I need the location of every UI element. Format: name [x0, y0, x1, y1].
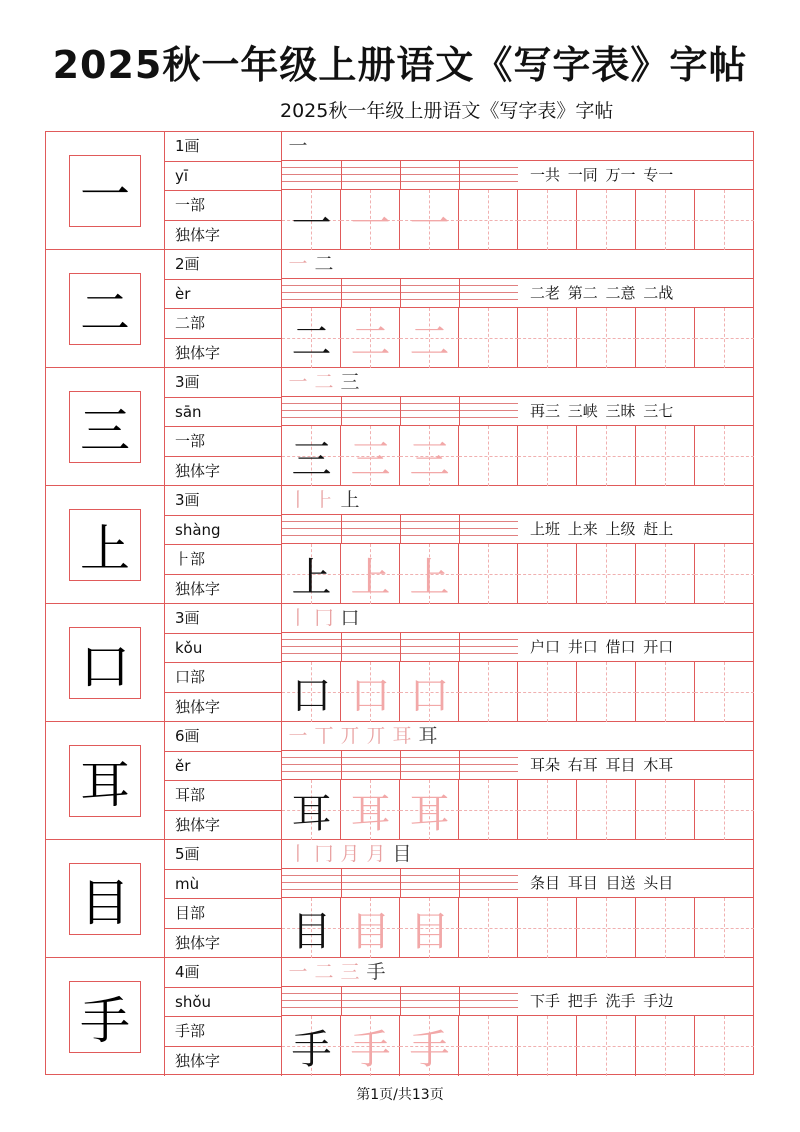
info-column: [165, 840, 282, 958]
cell-divider: [400, 869, 401, 898]
stroke-step: ⺊: [314, 489, 334, 511]
grid-guide-h: [695, 928, 754, 929]
grid-guide-h: [636, 220, 695, 221]
grid-guide-h: [636, 692, 695, 693]
grid-guide-h: [636, 338, 695, 339]
model-character: 口: [291, 672, 332, 719]
cell-divider: [459, 633, 460, 662]
stroke-step: 一: [288, 961, 308, 983]
stroke-count: 4画: [165, 958, 282, 988]
character-column: [46, 604, 165, 722]
stroke-step: 一: [288, 371, 308, 393]
stroke-count: 3画: [165, 486, 282, 516]
writing-cell[interactable]: [695, 190, 753, 250]
cell-divider: [400, 987, 401, 1016]
writing-cell[interactable]: [400, 662, 459, 722]
grid-guide-h: [695, 810, 754, 811]
cell-divider: [459, 279, 460, 308]
info-column: [165, 604, 282, 722]
cell-divider: [400, 633, 401, 662]
trace-character: 手: [350, 1026, 391, 1073]
cell-divider: [341, 161, 342, 190]
grid-guide-h: [577, 928, 636, 929]
character-column: [46, 368, 165, 486]
pinyin: shàng: [165, 516, 282, 546]
practice-area: [282, 486, 753, 604]
example-words: 一共 一同 万一 专一: [518, 161, 753, 190]
writing-cell[interactable]: [341, 190, 400, 250]
info-column: [165, 132, 282, 250]
example-words: 耳朵 右耳 耳目 木耳: [518, 751, 753, 780]
cell-divider: [459, 987, 460, 1016]
practice-area: [282, 368, 753, 486]
radical: 一部: [165, 191, 282, 221]
writing-cell[interactable]: [636, 190, 695, 250]
writing-cell[interactable]: [282, 426, 341, 486]
cell-divider: [400, 161, 401, 190]
page-title: 2025秋一年级上册语文《写字表》字帖: [52, 43, 748, 87]
page-footer: 第1页/共13页: [356, 1087, 444, 1103]
stroke-step: 冂: [314, 607, 334, 629]
writing-cell[interactable]: [400, 544, 459, 604]
info-column: [165, 486, 282, 604]
stroke-step: 三: [340, 371, 360, 393]
pinyin: sān: [165, 398, 282, 428]
cell-divider: [459, 397, 460, 426]
grid-guide-h: [518, 810, 577, 811]
writing-cell[interactable]: [282, 662, 341, 722]
grid-guide-h: [459, 928, 518, 929]
character-block: [46, 250, 753, 368]
grid-guide-h: [518, 338, 577, 339]
writing-cell[interactable]: [400, 1016, 459, 1076]
character-block: [46, 368, 753, 486]
trace-character: 目: [409, 908, 450, 955]
main-character: 耳: [69, 745, 141, 817]
pinyin: yī: [165, 162, 282, 192]
writing-cell[interactable]: [282, 780, 341, 840]
main-character: 二: [69, 273, 141, 345]
example-words: 二老 第二 二意 二战: [518, 279, 753, 308]
radical: 手部: [165, 1017, 282, 1047]
grid-guide-h: [695, 1046, 754, 1047]
grid-guide-h: [577, 456, 636, 457]
writing-cell[interactable]: [400, 898, 459, 958]
info-column: [165, 250, 282, 368]
grid-guide-h: [695, 220, 754, 221]
cell-divider: [341, 515, 342, 544]
cell-divider: [341, 869, 342, 898]
grid-guide-h: [577, 692, 636, 693]
stroke-step: 口: [340, 607, 360, 629]
writing-cell[interactable]: [636, 544, 695, 604]
stroke-step: 丌: [340, 725, 360, 747]
stroke-step: 丨: [288, 607, 308, 629]
trace-character: 口: [350, 672, 391, 719]
trace-character: 二: [350, 318, 391, 365]
writing-cell[interactable]: [577, 1016, 636, 1076]
trace-character: 二: [409, 318, 450, 365]
stroke-step: 手: [366, 961, 386, 983]
grid-guide-h: [459, 338, 518, 339]
grid-guide-h: [695, 338, 754, 339]
cell-divider: [459, 751, 460, 780]
writing-cell[interactable]: [577, 190, 636, 250]
writing-cell[interactable]: [518, 308, 577, 368]
stroke-count: 3画: [165, 368, 282, 398]
writing-cell[interactable]: [459, 662, 518, 722]
grid-guide-h: [518, 220, 577, 221]
info-column: [165, 958, 282, 1076]
pinyin: ěr: [165, 752, 282, 782]
writing-cell[interactable]: [636, 1016, 695, 1076]
example-words: 上班 上来 上级 赶上: [518, 515, 753, 544]
character-block: [46, 722, 753, 840]
structure: 独体字: [175, 815, 221, 834]
trace-character: 耳: [350, 790, 391, 837]
cell-divider: [459, 869, 460, 898]
stroke-order-row: [282, 132, 753, 161]
stroke-order-row: [282, 958, 753, 987]
structure: 独体字: [175, 697, 221, 716]
cell-divider: [341, 633, 342, 662]
info-column: [165, 368, 282, 486]
writing-cell[interactable]: [341, 426, 400, 486]
trace-character: 一: [350, 200, 391, 247]
main-character: 口: [69, 627, 141, 699]
stroke-count: 5画: [165, 840, 282, 870]
trace-character: 口: [409, 672, 450, 719]
writing-cell[interactable]: [518, 662, 577, 722]
character-block: [46, 486, 753, 604]
example-words: 下手 把手 洗手 手边: [518, 987, 753, 1016]
practice-area: [282, 250, 753, 368]
practice-area: [282, 722, 753, 840]
trace-character: 上: [350, 554, 391, 601]
grid-guide-h: [459, 692, 518, 693]
model-character: 耳: [291, 790, 332, 837]
trace-character: 三: [350, 436, 391, 483]
stroke-step: 冂: [314, 843, 334, 865]
stroke-count: 1画: [165, 132, 282, 162]
writing-cell[interactable]: [695, 898, 753, 958]
main-character: 上: [69, 509, 141, 581]
stroke-step: 月: [340, 843, 360, 865]
trace-character: 一: [409, 200, 450, 247]
grid-guide-h: [459, 456, 518, 457]
writing-cell[interactable]: [577, 780, 636, 840]
practice-area: [282, 840, 753, 958]
writing-cell[interactable]: [282, 190, 341, 250]
writing-cell[interactable]: [400, 190, 459, 250]
writing-cell[interactable]: [577, 308, 636, 368]
writing-cell[interactable]: [459, 1016, 518, 1076]
stroke-step: 耳: [418, 725, 438, 747]
writing-cell[interactable]: [341, 898, 400, 958]
stroke-order-row: [282, 486, 753, 515]
grid-guide-h: [577, 810, 636, 811]
cell-divider: [459, 161, 460, 190]
writing-cell[interactable]: [459, 308, 518, 368]
writing-cell[interactable]: [282, 898, 341, 958]
character-block: [46, 604, 753, 722]
model-character: 上: [291, 554, 332, 601]
writing-cell[interactable]: [459, 426, 518, 486]
radical: 二部: [165, 309, 282, 339]
writing-cell[interactable]: [577, 662, 636, 722]
radical: 口部: [165, 663, 282, 693]
writing-cell[interactable]: [695, 1016, 753, 1076]
writing-cell[interactable]: [341, 662, 400, 722]
radical: 一部: [165, 427, 282, 457]
example-words: 条目 耳目 目送 头目: [518, 869, 753, 898]
grid-guide-h: [636, 810, 695, 811]
trace-character: 手: [409, 1026, 450, 1073]
writing-cell[interactable]: [695, 426, 753, 486]
character-block: [46, 958, 753, 1076]
page-subtitle: 2025秋一年级上册语文《写字表》字帖: [280, 100, 614, 122]
trace-character: 三: [409, 436, 450, 483]
writing-cell[interactable]: [636, 662, 695, 722]
stroke-step: 目: [392, 843, 412, 865]
structure: 独体字: [175, 933, 221, 952]
writing-cell[interactable]: [341, 544, 400, 604]
character-column: [46, 132, 165, 250]
character-column: [46, 958, 165, 1076]
model-character: 二: [291, 318, 332, 365]
grid-guide-h: [518, 1046, 577, 1047]
writing-cell[interactable]: [400, 308, 459, 368]
stroke-step: 一: [288, 135, 308, 157]
stroke-order-row: [282, 250, 753, 279]
radical: 耳部: [165, 781, 282, 811]
writing-cell[interactable]: [341, 308, 400, 368]
stroke-order-row: [282, 840, 753, 869]
stroke-step: 上: [340, 489, 360, 511]
character-column: [46, 722, 165, 840]
radical: 目部: [165, 899, 282, 929]
stroke-step: 丌: [366, 725, 386, 747]
info-column: [165, 722, 282, 840]
trace-character: 目: [350, 908, 391, 955]
writing-cell[interactable]: [577, 426, 636, 486]
writing-cell[interactable]: [636, 898, 695, 958]
model-character: 一: [291, 200, 332, 247]
writing-cell[interactable]: [518, 780, 577, 840]
stroke-step: 月: [366, 843, 386, 865]
writing-cell[interactable]: [459, 190, 518, 250]
stroke-step: 二: [314, 961, 334, 983]
main-character: 一: [69, 155, 141, 227]
grid-guide-h: [459, 1046, 518, 1047]
practice-area: [282, 604, 753, 722]
writing-cell[interactable]: [459, 898, 518, 958]
writing-cell[interactable]: [459, 780, 518, 840]
pinyin: kǒu: [165, 634, 282, 664]
grid-guide-h: [459, 810, 518, 811]
writing-cell[interactable]: [577, 898, 636, 958]
grid-guide-h: [636, 574, 695, 575]
writing-cell[interactable]: [341, 780, 400, 840]
main-character: 目: [69, 863, 141, 935]
grid-guide-h: [636, 456, 695, 457]
model-character: 三: [291, 436, 332, 483]
grid-guide-h: [695, 574, 754, 575]
grid-guide-h: [577, 220, 636, 221]
grid-guide-h: [518, 692, 577, 693]
radical: ⺊部: [165, 545, 282, 575]
writing-cell[interactable]: [636, 308, 695, 368]
stroke-step: 一: [288, 725, 308, 747]
writing-cell[interactable]: [518, 1016, 577, 1076]
cell-divider: [341, 279, 342, 308]
cell-divider: [400, 515, 401, 544]
structure: 独体字: [175, 579, 221, 598]
grid-guide-h: [695, 692, 754, 693]
grid-guide-h: [518, 928, 577, 929]
character-column: [46, 486, 165, 604]
writing-cell[interactable]: [282, 544, 341, 604]
writing-cell[interactable]: [695, 662, 753, 722]
writing-cell[interactable]: [400, 426, 459, 486]
writing-cell[interactable]: [695, 544, 753, 604]
practice-sheet: [45, 131, 754, 1075]
pinyin: mù: [165, 870, 282, 900]
cell-divider: [341, 751, 342, 780]
writing-cell[interactable]: [695, 308, 753, 368]
writing-cell[interactable]: [459, 544, 518, 604]
stroke-count: 3画: [165, 604, 282, 634]
structure: 独体字: [175, 461, 221, 480]
model-character: 手: [291, 1026, 332, 1073]
grid-guide-h: [577, 338, 636, 339]
stroke-step: 二: [314, 371, 334, 393]
structure: 独体字: [175, 1051, 221, 1070]
writing-cell[interactable]: [636, 426, 695, 486]
practice-area: [282, 132, 753, 250]
pinyin: èr: [165, 280, 282, 310]
stroke-step: 丨: [288, 843, 308, 865]
grid-guide-h: [577, 1046, 636, 1047]
cell-divider: [400, 397, 401, 426]
cell-divider: [400, 279, 401, 308]
main-character: 三: [69, 391, 141, 463]
writing-cell[interactable]: [518, 190, 577, 250]
writing-cell[interactable]: [400, 780, 459, 840]
practice-area: [282, 958, 753, 1076]
stroke-order-row: [282, 368, 753, 397]
grid-guide-h: [636, 1046, 695, 1047]
writing-cell[interactable]: [577, 544, 636, 604]
writing-cell[interactable]: [518, 426, 577, 486]
character-column: [46, 840, 165, 958]
writing-cell[interactable]: [636, 780, 695, 840]
structure: 独体字: [175, 343, 221, 362]
character-block: [46, 132, 753, 250]
writing-cell[interactable]: [282, 1016, 341, 1076]
stroke-count: 2画: [165, 250, 282, 280]
grid-guide-h: [518, 574, 577, 575]
stroke-step: 三: [340, 961, 360, 983]
writing-cell[interactable]: [695, 780, 753, 840]
grid-guide-h: [695, 456, 754, 457]
stroke-step: 二: [314, 253, 334, 275]
cell-divider: [459, 515, 460, 544]
grid-guide-h: [577, 574, 636, 575]
trace-character: 上: [409, 554, 450, 601]
writing-cell[interactable]: [282, 308, 341, 368]
example-words: 再三 三峡 三昧 三七: [518, 397, 753, 426]
cell-divider: [400, 751, 401, 780]
cell-divider: [341, 397, 342, 426]
character-column: [46, 250, 165, 368]
trace-character: 耳: [409, 790, 450, 837]
stroke-step: 一: [288, 253, 308, 275]
stroke-step: 丅: [314, 725, 334, 747]
structure: 独体字: [175, 225, 221, 244]
stroke-count: 6画: [165, 722, 282, 752]
example-words: 户口 井口 借口 开口: [518, 633, 753, 662]
pinyin: shǒu: [165, 988, 282, 1018]
writing-cell[interactable]: [518, 544, 577, 604]
stroke-order-row: [282, 722, 753, 751]
main-character: 手: [69, 981, 141, 1053]
stroke-order-row: [282, 604, 753, 633]
grid-guide-h: [518, 456, 577, 457]
writing-cell[interactable]: [518, 898, 577, 958]
grid-guide-h: [459, 220, 518, 221]
stroke-step: 耳: [392, 725, 412, 747]
model-character: 目: [291, 908, 332, 955]
cell-divider: [341, 987, 342, 1016]
grid-guide-h: [459, 574, 518, 575]
grid-guide-h: [636, 928, 695, 929]
writing-cell[interactable]: [341, 1016, 400, 1076]
character-block: [46, 840, 753, 958]
stroke-step: 丨: [288, 489, 308, 511]
